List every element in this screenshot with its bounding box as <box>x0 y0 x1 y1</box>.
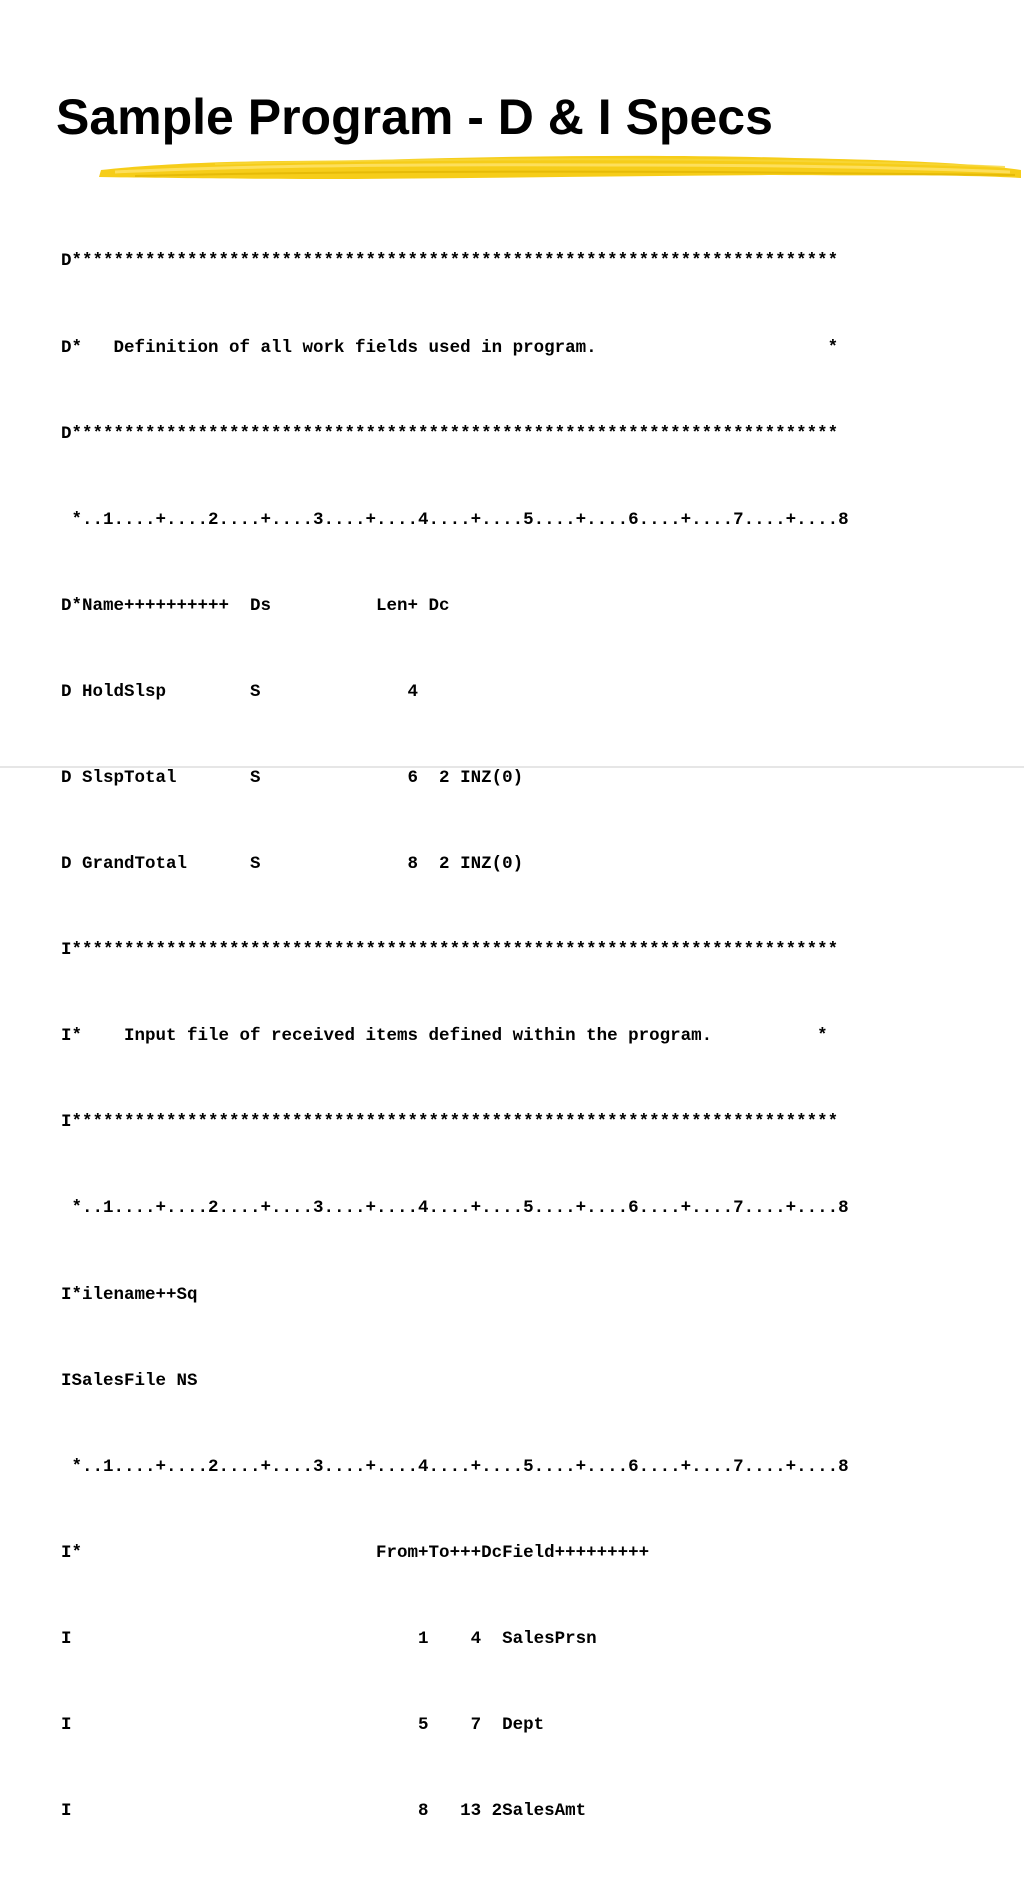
code-line: I* Input file of received items defined within the program. * <box>61 1026 828 1047</box>
code-line: D*Name++++++++++ Ds Len+ Dc <box>61 595 450 616</box>
code-line: D************************************************************************* <box>61 251 839 272</box>
code-line: *..1....+....2....+....3....+....4....+....5....+....6....+....7....+....8 <box>61 509 849 530</box>
title-underline-brushstroke <box>95 148 1024 188</box>
code-line: ISalesFile NS <box>61 1370 198 1391</box>
code-line: D SlspTotal S 6 2 INZ(0) <box>61 767 524 788</box>
code-line: D GrandTotal S 8 2 INZ(0) <box>61 854 524 875</box>
code-line: *..1....+....2....+....3....+....4....+....5....+....6....+....7....+....8 <box>61 1456 849 1477</box>
code-line: I 8 13 2SalesAmt <box>61 1801 587 1822</box>
code-line: I*ilename++Sq <box>61 1284 198 1305</box>
code-line: *..1....+....2....+....3....+....4....+....5....+....6....+....7....+....8 <box>61 1198 849 1219</box>
code-line: I 5 7 Dept <box>61 1715 545 1735</box>
code-line: D************************************************************************* <box>61 423 839 444</box>
code-line: I 1 4 SalesPrsn <box>61 1628 597 1649</box>
code-line: I************************************************************************* <box>61 940 839 961</box>
code-line: I* From+To+++DcField+++++++++ <box>61 1542 650 1563</box>
code-line: D* Definition of all work fields used in program. * <box>61 337 839 358</box>
slide-bottom-border <box>0 766 1024 768</box>
slide-title: Sample Program - D & I Specs <box>56 89 773 145</box>
code-line: I************************************************************************* <box>61 1112 839 1133</box>
code-line: D HoldSlsp S 4 <box>61 681 419 702</box>
code-listing <box>61 190 849 1883</box>
